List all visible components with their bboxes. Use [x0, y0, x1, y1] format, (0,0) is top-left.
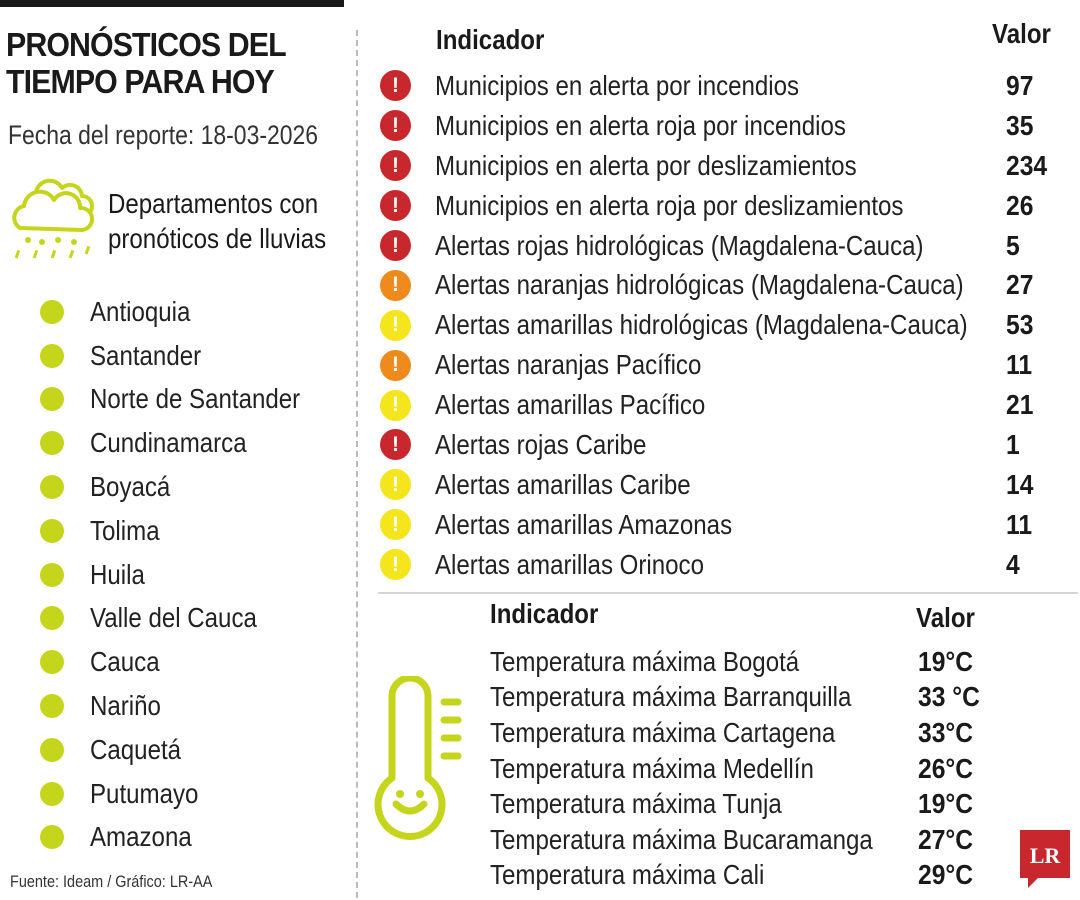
alerts-header-indicator: Indicador: [436, 24, 545, 55]
rain-heading-line2: pronóticos de lluvias: [108, 223, 327, 254]
alert-row: [380, 345, 1060, 385]
alert-row: [380, 186, 1060, 226]
alert-row: [380, 385, 1060, 425]
alert-value: 1: [1006, 428, 1020, 460]
temps-header-indicator: Indicador: [490, 598, 599, 629]
alert-label: Municipios en alerta roja por deslizamientos: [435, 189, 904, 221]
bullet-dot-icon: [40, 825, 64, 849]
alert-label: Municipios en alerta por deslizamientos: [435, 149, 857, 181]
temperature-label: Temperatura máxima Medellín: [490, 752, 814, 784]
temperature-label: Temperatura máxima Barranquilla: [490, 681, 852, 713]
temperature-row: [490, 858, 1010, 894]
department-item: [40, 728, 334, 772]
bullet-dot-icon: [40, 344, 64, 368]
department-item: [40, 553, 334, 597]
department-name: Huila: [90, 558, 145, 590]
department-name: Nariño: [90, 690, 161, 722]
department-item: [40, 334, 334, 378]
alert-row: [380, 106, 1060, 146]
alert-row: [380, 305, 1060, 345]
department-item: [40, 290, 334, 334]
alert-value: 5: [1006, 229, 1020, 261]
temperature-value: 33°C: [918, 716, 974, 748]
alert-value: 35: [1006, 109, 1034, 141]
bullet-dot-icon: [40, 606, 64, 630]
thermometer-icon: [366, 676, 466, 844]
alert-label: Alertas amarillas Orinoco: [435, 548, 704, 580]
department-name: Santander: [90, 339, 202, 371]
department-name: Putumayo: [90, 777, 199, 809]
alert-value: 53: [1006, 309, 1034, 341]
alert-label: Alertas rojas Caribe: [435, 428, 647, 460]
source-footer: Fuente: Ideam / Gráfico: LR-AA: [10, 872, 213, 891]
temperature-value: 29°C: [918, 859, 974, 891]
department-item: [40, 597, 334, 641]
alert-red-icon: !: [380, 150, 411, 181]
temperature-row: [490, 715, 1010, 751]
alert-yellow-icon: !: [380, 469, 411, 500]
temperature-row: [490, 680, 1010, 716]
cloud-rain-icon: [6, 170, 102, 262]
bullet-dot-icon: [40, 475, 64, 499]
rain-heading: [108, 186, 326, 256]
department-item: [40, 816, 334, 860]
alert-label: Alertas amarillas hidrológicas (Magdalena-Cauca): [435, 309, 968, 341]
alert-value: 11: [1006, 349, 1033, 381]
alert-value: 14: [1006, 468, 1034, 500]
alert-yellow-icon: !: [380, 549, 411, 580]
department-name: Antioquia: [90, 295, 191, 327]
department-item: [40, 640, 334, 684]
alert-row: [380, 146, 1060, 186]
alert-red-icon: !: [380, 70, 411, 101]
alert-value: 234: [1006, 149, 1048, 181]
department-item: [40, 509, 334, 553]
alert-row: [380, 66, 1060, 106]
lr-logo-text: LR: [1029, 843, 1061, 868]
department-name: Cauca: [90, 646, 160, 678]
alert-orange-icon: !: [380, 270, 411, 301]
bullet-dot-icon: [40, 387, 64, 411]
bullet-dot-icon: [40, 431, 64, 455]
temperature-row: [490, 786, 1010, 822]
alert-red-icon: !: [380, 190, 411, 221]
temperature-value: 27°C: [918, 823, 974, 855]
department-item: [40, 684, 334, 728]
temps-header-value: Valor: [916, 602, 975, 633]
alert-red-icon: !: [380, 230, 411, 261]
alert-row: [380, 226, 1060, 266]
department-item: [40, 772, 334, 816]
department-name: Valle del Cauca: [90, 602, 257, 634]
alert-label: Municipios en alerta por incendios: [435, 69, 800, 101]
department-name: Tolima: [90, 514, 160, 546]
department-item: [40, 378, 334, 422]
alert-value: 21: [1006, 389, 1034, 421]
temperature-value: 19°C: [918, 788, 974, 820]
alert-label: Alertas amarillas Amazonas: [435, 508, 733, 540]
temperature-row: [490, 751, 1010, 787]
alert-row: [380, 425, 1060, 465]
alert-red-icon: !: [380, 429, 411, 460]
bullet-dot-icon: [40, 782, 64, 806]
department-name: Caquetá: [90, 733, 182, 765]
alert-value: 26: [1006, 189, 1034, 221]
bullet-dot-icon: [40, 650, 64, 674]
alert-red-icon: !: [380, 110, 411, 141]
page-title: PRONÓSTICOS DEL TIEMPO PARA HOY: [6, 26, 286, 100]
department-item: [40, 465, 334, 509]
report-date: Fecha del reporte: 18-03-2026: [8, 120, 319, 150]
alert-label: Municipios en alerta roja por incendios: [435, 109, 846, 141]
alert-yellow-icon: !: [380, 390, 411, 421]
alert-orange-icon: !: [380, 350, 411, 381]
department-name: Norte de Santander: [90, 383, 301, 415]
temperature-row: [490, 644, 1010, 680]
vertical-divider: [356, 30, 358, 898]
lr-logo: [1020, 830, 1070, 888]
bullet-dot-icon: [40, 519, 64, 543]
alert-label: Alertas amarillas Pacífico: [435, 389, 706, 421]
temperature-label: Temperatura máxima Cartagena: [490, 716, 836, 748]
alert-row: [380, 465, 1060, 505]
horizontal-divider: [378, 592, 1078, 594]
temperature-label: Temperatura máxima Bucaramanga: [490, 823, 873, 855]
department-list: [40, 290, 334, 859]
temperature-value: 33 °C: [918, 681, 980, 713]
alert-value: 11: [1006, 508, 1033, 540]
department-name: Amazona: [90, 821, 192, 853]
alerts-header-value: Valor: [992, 18, 1051, 49]
temperature-row: [490, 822, 1010, 858]
bullet-dot-icon: [40, 563, 64, 587]
alert-value: 27: [1006, 269, 1034, 301]
alert-row: [380, 545, 1060, 585]
alert-label: Alertas naranjas hidrológicas (Magdalena-Cauca): [435, 269, 964, 301]
top-rule: [0, 0, 344, 7]
bullet-dot-icon: [40, 738, 64, 762]
temperature-label: Temperatura máxima Tunja: [490, 788, 782, 820]
temperatures-table: [490, 644, 1010, 893]
bullet-dot-icon: [40, 694, 64, 718]
temperature-label: Temperatura máxima Bogotá: [490, 645, 800, 677]
temperature-value: 19°C: [918, 645, 974, 677]
temperature-value: 26°C: [918, 752, 974, 784]
alert-label: Alertas naranjas Pacífico: [435, 349, 702, 381]
alert-row: [380, 265, 1060, 305]
temperature-label: Temperatura máxima Cali: [490, 859, 765, 891]
alert-row: [380, 505, 1060, 545]
alert-label: Alertas amarillas Caribe: [435, 468, 691, 500]
alert-value: 97: [1006, 69, 1034, 101]
alert-yellow-icon: !: [380, 310, 411, 341]
alert-label: Alertas rojas hidrológicas (Magdalena-Cauca): [435, 229, 924, 261]
department-name: Cundinamarca: [90, 427, 247, 459]
rain-heading-line1: Departamentos con: [108, 188, 319, 219]
bullet-dot-icon: [40, 300, 64, 324]
alert-yellow-icon: !: [380, 509, 411, 540]
department-item: [40, 421, 334, 465]
alert-value: 4: [1006, 548, 1020, 580]
department-name: Boyacá: [90, 471, 171, 503]
alerts-table: [380, 66, 1060, 585]
